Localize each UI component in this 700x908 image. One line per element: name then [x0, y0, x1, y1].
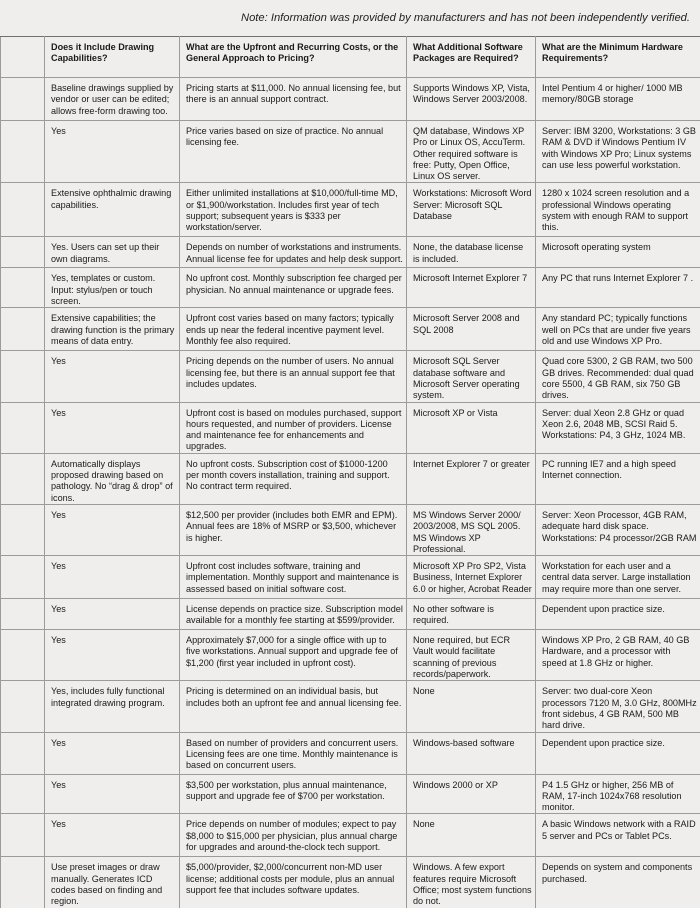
- costs-cell: Upfront cost includes software, training and implementation. Monthly support and maintenance is assessed based on initial software cost.: [180, 556, 407, 599]
- drawing-cell: Yes: [45, 351, 180, 402]
- drawing-cell: Use preset images or draw manually. Generates ICD codes based on finding and region.: [45, 857, 180, 908]
- header-costs: What are the Upfront and Recurring Costs, or the General Approach to Pricing?: [180, 37, 407, 78]
- header-blank: [1, 37, 45, 78]
- table-row: [1, 402, 700, 453]
- costs-cell: Price depends on number of modules; expect to pay $8,000 to $15,000 per physician, plus annual charge for upgrades and around-the-clock tech support.: [180, 814, 407, 857]
- drawing-cell: Yes: [45, 599, 180, 630]
- row-blank-cell: [1, 453, 45, 504]
- costs-cell: Based on number of providers and concurrent users. Licensing fees are one time. Monthly maintenance is based on concurrent users.: [180, 732, 407, 774]
- software-cell: Windows-based software: [407, 732, 536, 774]
- software-cell: MS Windows Server 2000/ 2003/2008, MS SQL 2005. MS Windows XP Professional.: [407, 504, 536, 555]
- table-row: [1, 78, 700, 121]
- table-row: [1, 308, 700, 351]
- costs-cell: $5,000/provider, $2,000/concurrent non-MD user license; additional costs per module, plus an annual support fee that includes software updates.: [180, 857, 407, 908]
- row-blank-cell: [1, 599, 45, 630]
- costs-cell: $3,500 per workstation, plus annual maintenance, support and upgrade fee of $700 per workstation.: [180, 774, 407, 814]
- drawing-cell: Yes: [45, 774, 180, 814]
- hardware-cell: Microsoft operating system: [536, 237, 700, 268]
- costs-cell: Pricing depends on the number of users. No annual licensing fee, but there is an annual support fee that includes updates.: [180, 351, 407, 402]
- header-row: [1, 37, 700, 78]
- drawing-cell: Yes: [45, 556, 180, 599]
- table-row: [1, 351, 700, 402]
- table-row: [1, 681, 700, 732]
- hardware-cell: Any standard PC; typically functions well on PCs that are under five years old and use Windows XP Pro.: [536, 308, 700, 351]
- hardware-cell: Intel Pentium 4 or higher/ 1000 MB memory/80GB storage: [536, 78, 700, 121]
- row-blank-cell: [1, 237, 45, 268]
- row-blank-cell: [1, 681, 45, 732]
- costs-cell: Price varies based on size of practice. No annual licensing fee.: [180, 121, 407, 183]
- drawing-cell: Yes. Users can set up their own diagrams.: [45, 237, 180, 268]
- table-row: [1, 504, 700, 555]
- table-row: [1, 556, 700, 599]
- hardware-cell: Depends on system and components purchased.: [536, 857, 700, 908]
- row-blank-cell: [1, 78, 45, 121]
- software-cell: Microsoft Internet Explorer 7: [407, 268, 536, 308]
- costs-cell: License depends on practice size. Subscription model available for a monthly fee starting at $599/provider.: [180, 599, 407, 630]
- disclaimer-note: Note: Information was provided by manufacturers and has not been independently verified.: [0, 0, 690, 36]
- software-cell: None: [407, 681, 536, 732]
- table-row: [1, 183, 700, 237]
- table-row: [1, 237, 700, 268]
- hardware-cell: Quad core 5300, 2 GB RAM, two 500 GB drives. Recommended: dual quad core 5500, 4 GB RAM, six 750 GB drives.: [536, 351, 700, 402]
- table-row: [1, 857, 700, 908]
- drawing-cell: Extensive ophthalmic drawing capabilities.: [45, 183, 180, 237]
- table-row: [1, 630, 700, 681]
- hardware-cell: Workstation for each user and a central data server. Large installation may require more than one server.: [536, 556, 700, 599]
- table-row: [1, 732, 700, 774]
- row-blank-cell: [1, 504, 45, 555]
- row-blank-cell: [1, 308, 45, 351]
- drawing-cell: Baseline drawings supplied by vendor or user can be edited; allows free-form drawing too.: [45, 78, 180, 121]
- table-row: [1, 774, 700, 814]
- table-row: [1, 121, 700, 183]
- hardware-cell: Server: dual Xeon 2.8 GHz or quad Xeon 2.6, 2048 MB, SCSI Raid 5. Workstations: P4, 3 GHz, 1024 MB.: [536, 402, 700, 453]
- software-cell: Microsoft Server 2008 and SQL 2008: [407, 308, 536, 351]
- costs-cell: Approximately $7,000 for a single office with up to five workstations. Annual support and upgrade fee of $1,200 (first year included in upfront cost).: [180, 630, 407, 681]
- row-blank-cell: [1, 857, 45, 908]
- hardware-cell: Server: IBM 3200, Workstations: 3 GB RAM & DVD if Windows Pentium IV with Windows XP Pro; Linux systems can use less powerful workstation.: [536, 121, 700, 183]
- hardware-cell: P4 1.5 GHz or higher, 256 MB of RAM, 17-inch 1024x768 resolution monitor.: [536, 774, 700, 814]
- drawing-cell: Yes, templates or custom. Input: stylus/pen or touch screen.: [45, 268, 180, 308]
- costs-cell: Upfront cost is based on modules purchased, support hours requested, and number of providers. License and maintenance fee for enhancements and upgrades.: [180, 402, 407, 453]
- software-cell: Workstations: Microsoft Word Server: Microsoft SQL Database: [407, 183, 536, 237]
- costs-cell: Either unlimited installations at $10,000/full-time MD, or $1,900/workstation. Includes first year of tech support; subsequent years is $333 per workstation/server.: [180, 183, 407, 237]
- table-row: [1, 268, 700, 308]
- drawing-cell: Yes: [45, 121, 180, 183]
- table-row: [1, 814, 700, 857]
- software-cell: Windows. A few export features require Microsoft Office; most system functions do not.: [407, 857, 536, 908]
- costs-cell: No upfront costs. Subscription cost of $1000-1200 per month covers installation, training and support. No contract term required.: [180, 453, 407, 504]
- row-blank-cell: [1, 183, 45, 237]
- row-blank-cell: [1, 774, 45, 814]
- software-cell: QM database, Windows XP Pro or Linux OS, AccuTerm. Other required software is free: Putty, Open Office, Linux OS server.: [407, 121, 536, 183]
- table-row: [1, 453, 700, 504]
- software-cell: Microsoft XP Pro SP2, Vista Business, Internet Explorer 6.0 or higher, Acrobat Reader: [407, 556, 536, 599]
- software-cell: Microsoft XP or Vista: [407, 402, 536, 453]
- row-blank-cell: [1, 732, 45, 774]
- costs-cell: $12,500 per provider (includes both EMR and EPM). Annual fees are 18% of MSRP or $3,500, whichever is higher.: [180, 504, 407, 555]
- row-blank-cell: [1, 814, 45, 857]
- header-software: What Additional Software Packages are Required?: [407, 37, 536, 78]
- header-hardware: What are the Minimum Hardware Requirements?: [536, 37, 700, 78]
- costs-cell: Depends on number of workstations and instruments. Annual license fee for updates and help desk support.: [180, 237, 407, 268]
- comparison-table: [0, 36, 700, 908]
- software-cell: None, the database license is included.: [407, 237, 536, 268]
- software-cell: Microsoft SQL Server database software and Microsoft Server operating system.: [407, 351, 536, 402]
- table-row: [1, 599, 700, 630]
- table-body: [1, 78, 700, 908]
- drawing-cell: Automatically displays proposed drawing based on pathology. No “drag & drop” of icons.: [45, 453, 180, 504]
- hardware-cell: 1280 x 1024 screen resolution and a professional Windows operating system with enough RAM to support this.: [536, 183, 700, 237]
- software-cell: None: [407, 814, 536, 857]
- row-blank-cell: [1, 351, 45, 402]
- software-cell: No other software is required.: [407, 599, 536, 630]
- costs-cell: Upfront cost varies based on many factors; typically ends up near the federal incentive payment level. Monthly fee also required.: [180, 308, 407, 351]
- drawing-cell: Yes: [45, 630, 180, 681]
- costs-cell: No upfront cost. Monthly subscription fee charged per physician. No annual maintenance or upgrade fees.: [180, 268, 407, 308]
- hardware-cell: Dependent upon practice size.: [536, 732, 700, 774]
- hardware-cell: A basic Windows network with a RAID 5 server and PCs or Tablet PCs.: [536, 814, 700, 857]
- costs-cell: Pricing starts at $11,000. No annual licensing fee, but there is an annual support contract.: [180, 78, 407, 121]
- software-cell: None required, but ECR Vault would facilitate scanning of previous records/paperwork.: [407, 630, 536, 681]
- row-blank-cell: [1, 268, 45, 308]
- hardware-cell: Windows XP Pro, 2 GB RAM, 40 GB Hardware, and a processor with speed at 1.8 GHz or higher.: [536, 630, 700, 681]
- drawing-cell: Yes: [45, 814, 180, 857]
- drawing-cell: Yes: [45, 732, 180, 774]
- software-cell: Supports Windows XP, Vista, Windows Server 2003/2008.: [407, 78, 536, 121]
- hardware-cell: Any PC that runs Internet Explorer 7 .: [536, 268, 700, 308]
- row-blank-cell: [1, 121, 45, 183]
- hardware-cell: Dependent upon practice size.: [536, 599, 700, 630]
- row-blank-cell: [1, 402, 45, 453]
- hardware-cell: PC running IE7 and a high speed Internet connection.: [536, 453, 700, 504]
- drawing-cell: Extensive capabilities; the drawing function is the primary means of data entry.: [45, 308, 180, 351]
- row-blank-cell: [1, 630, 45, 681]
- hardware-cell: Server: Xeon Processor, 4GB RAM, adequate hard disk space. Workstations: P4 processor/2GB RAM: [536, 504, 700, 555]
- costs-cell: Pricing is determined on an individual basis, but includes both an upfront fee and annual licensing fee.: [180, 681, 407, 732]
- drawing-cell: Yes, includes fully functional integrated drawing program.: [45, 681, 180, 732]
- drawing-cell: Yes: [45, 402, 180, 453]
- hardware-cell: Server: two dual-core Xeon processors 7120 M, 3.0 GHz, 800MHz front sidebus, 4 GB RAM, 500 MB hard drive.: [536, 681, 700, 732]
- drawing-cell: Yes: [45, 504, 180, 555]
- software-cell: Internet Explorer 7 or greater: [407, 453, 536, 504]
- header-drawing: Does it Include Drawing Capabilities?: [45, 37, 180, 78]
- software-cell: Windows 2000 or XP: [407, 774, 536, 814]
- row-blank-cell: [1, 556, 45, 599]
